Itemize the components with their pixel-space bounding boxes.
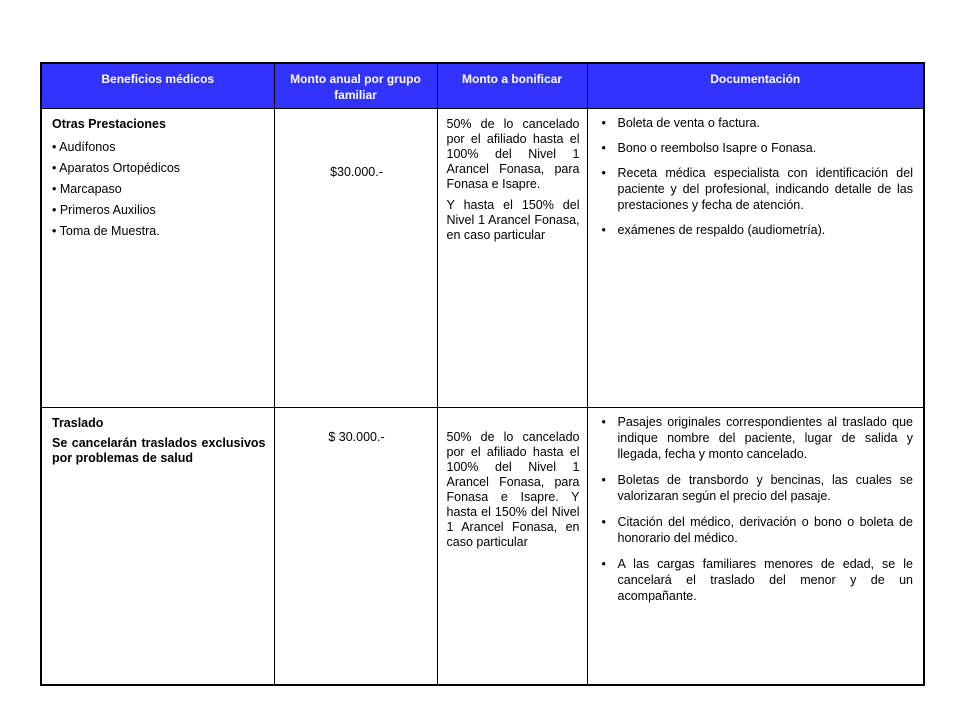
- amount-cell: $ 30.000.-: [274, 408, 437, 686]
- bonification-text: Y hasta el 150% del Nivel 1 Arancel Fonasa, en caso particular: [446, 198, 580, 242]
- category-title: Otras Prestaciones: [52, 117, 166, 131]
- document-item: [602, 165, 914, 213]
- document-text: Citación del médico, derivación o bono o boleta de honorario del médico.: [617, 515, 913, 545]
- documents-list: [602, 115, 914, 238]
- bonification-text: 50% de lo cancelado por el afiliado hasta el 100% del Nivel 1 Arancel Fonasa, para Fonasa e Isapre. Y hasta el 150% del Nivel 1 Arancel Fonasa, en caso particular: [446, 430, 580, 549]
- documents-list: [602, 414, 914, 604]
- amount-cell: $30.000.-: [274, 109, 437, 408]
- benefits-table: [40, 62, 925, 686]
- bonification-cell: [437, 408, 587, 686]
- header-beneficios: Beneficios médicos: [41, 63, 274, 109]
- document-text: exámenes de respaldo (audiometría).: [617, 223, 826, 237]
- document-text: Receta médica especialista con identificación del paciente y del profesional, indicando detalle de las prestaciones y fecha de atención.: [617, 166, 913, 212]
- bullet-icon: •: [601, 557, 606, 571]
- category-title: Traslado: [52, 416, 104, 430]
- category-note: Se cancelarán traslados exclusivos por problemas de salud: [52, 436, 266, 465]
- header-monto-bonificar: Monto a bonificar: [437, 63, 587, 109]
- document-text: A las cargas familiares menores de edad, se le cancelará el traslado del menor y de un acompañante.: [617, 557, 913, 603]
- category-items: [52, 140, 266, 239]
- table-row-traslado: [41, 408, 924, 686]
- table-row-otras-prestaciones: [41, 109, 924, 408]
- bullet-icon: •: [601, 141, 606, 155]
- category-item: • Audífonos: [52, 140, 116, 154]
- document-item: [602, 222, 914, 238]
- bullet-icon: •: [601, 415, 606, 429]
- table-header-row: [41, 63, 924, 109]
- document-text: Boletas de transbordo y bencinas, las cuales se valorizaran según el precio del pasaje.: [617, 473, 913, 503]
- bullet-icon: •: [601, 473, 606, 487]
- document-item: [602, 472, 914, 504]
- document-text: Bono o reembolso Isapre o Fonasa.: [617, 141, 817, 155]
- document-text: Boleta de venta o factura.: [617, 116, 760, 130]
- benefit-cell: [41, 109, 274, 408]
- documents-cell: [587, 109, 924, 408]
- documents-cell: [587, 408, 924, 686]
- header-documentacion: Documentación: [587, 63, 924, 109]
- document-item: [602, 556, 914, 604]
- document-item: [602, 115, 914, 131]
- bonification-cell: [437, 109, 587, 408]
- bullet-icon: •: [601, 223, 606, 237]
- bullet-icon: •: [601, 166, 606, 180]
- document-text: Pasajes originales correspondientes al traslado que indique nombre del paciente, lugar de salida y llegada, fecha y monto cancelado.: [617, 415, 913, 461]
- bullet-icon: •: [601, 116, 606, 130]
- bonification-text: 50% de lo cancelado por el afiliado hasta el 100% del Nivel 1 Arancel Fonasa, para Fonasa e Isapre.: [446, 117, 580, 191]
- category-item: • Aparatos Ortopédicos: [52, 161, 181, 175]
- category-item: • Primeros Auxilios: [52, 203, 156, 217]
- document-item: [602, 514, 914, 546]
- document-item: [602, 414, 914, 462]
- header-monto-anual: Monto anual por grupo familiar: [274, 63, 437, 109]
- document-item: [602, 140, 914, 156]
- benefit-cell: [41, 408, 274, 686]
- bullet-icon: •: [601, 515, 606, 529]
- category-item: • Marcapaso: [52, 182, 122, 196]
- category-item: • Toma de Muestra.: [52, 224, 160, 238]
